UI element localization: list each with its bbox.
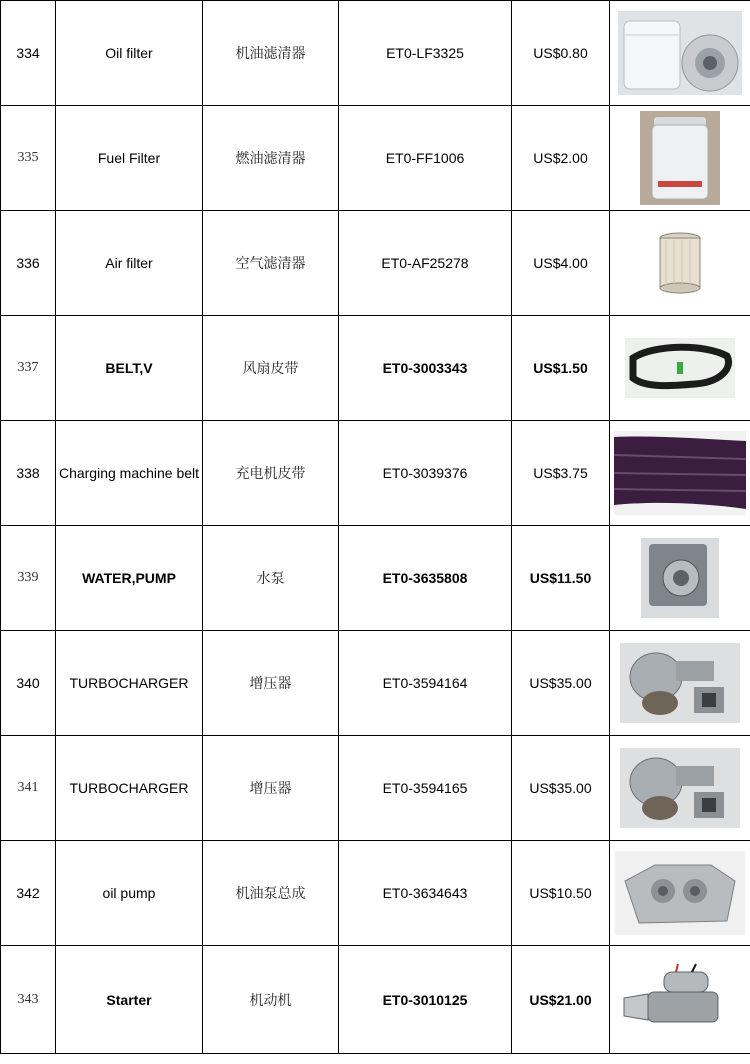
table-row [1, 946, 750, 1054]
v-belt-image [625, 338, 735, 398]
unit-price: US$3.75 [512, 421, 610, 526]
part-name-chinese: 风扇皮带 [203, 316, 339, 421]
item-number: 336 [1, 211, 56, 316]
table-row [1, 316, 750, 421]
turbocharger-image [620, 748, 740, 828]
fuel-filter-image [640, 111, 720, 205]
part-name-chinese: 空气滤清器 [203, 211, 339, 316]
part-name: TURBOCHARGER [56, 631, 203, 736]
unit-price: US$10.50 [512, 841, 610, 946]
item-number: 341 [1, 736, 56, 841]
item-number: 335 [1, 106, 56, 211]
item-number: 339 [1, 526, 56, 631]
part-name: Oil filter [56, 1, 203, 106]
unit-price: US$0.80 [512, 1, 610, 106]
item-number: 337 [1, 316, 56, 421]
item-number: 340 [1, 631, 56, 736]
charging-belt-image [614, 431, 746, 515]
part-number: ET0-3634643 [339, 841, 512, 946]
part-name-chinese: 机油滤清器 [203, 1, 339, 106]
part-name: Air filter [56, 211, 203, 316]
unit-price: US$1.50 [512, 316, 610, 421]
unit-price: US$35.00 [512, 631, 610, 736]
unit-price: US$35.00 [512, 736, 610, 841]
table-row [1, 631, 750, 736]
part-name-chinese: 机油泵总成 [203, 841, 339, 946]
table-row [1, 211, 750, 316]
part-name-chinese: 燃油滤清器 [203, 106, 339, 211]
unit-price: US$21.00 [512, 946, 610, 1054]
air-filter-image [656, 232, 704, 294]
part-number: ET0-AF25278 [339, 211, 512, 316]
item-number: 343 [1, 946, 56, 1054]
part-number: ET0-3010125 [339, 946, 512, 1054]
part-name: BELT,V [56, 316, 203, 421]
part-name: TURBOCHARGER [56, 736, 203, 841]
part-name-chinese: 充电机皮带 [203, 421, 339, 526]
part-name-chinese: 增压器 [203, 736, 339, 841]
part-number: ET0-FF1006 [339, 106, 512, 211]
part-name: Starter [56, 946, 203, 1054]
table-row [1, 421, 750, 526]
item-number: 334 [1, 1, 56, 106]
unit-price: US$4.00 [512, 211, 610, 316]
unit-price: US$2.00 [512, 106, 610, 211]
part-number: ET0-LF3325 [339, 1, 512, 106]
part-name-chinese: 水泵 [203, 526, 339, 631]
part-name: Fuel Filter [56, 106, 203, 211]
table-row [1, 526, 750, 631]
part-name: oil pump [56, 841, 203, 946]
turbocharger-image [620, 643, 740, 723]
part-name-chinese: 增压器 [203, 631, 339, 736]
part-number: ET0-3594165 [339, 736, 512, 841]
water-pump-image [641, 538, 719, 618]
oil-pump-image [615, 851, 745, 935]
part-number: ET0-3635808 [339, 526, 512, 631]
table-row [1, 1, 750, 106]
part-number: ET0-3039376 [339, 421, 512, 526]
part-number: ET0-3003343 [339, 316, 512, 421]
part-name-chinese: 机动机 [203, 946, 339, 1054]
unit-price: US$11.50 [512, 526, 610, 631]
starter-motor-image [618, 958, 742, 1042]
table-row [1, 736, 750, 841]
item-number: 342 [1, 841, 56, 946]
item-number: 338 [1, 421, 56, 526]
table-row [1, 841, 750, 946]
part-number: ET0-3594164 [339, 631, 512, 736]
oil-filter-image [618, 11, 742, 95]
table-row [1, 106, 750, 211]
part-name: Charging machine belt [56, 421, 203, 526]
part-name: WATER,PUMP [56, 526, 203, 631]
